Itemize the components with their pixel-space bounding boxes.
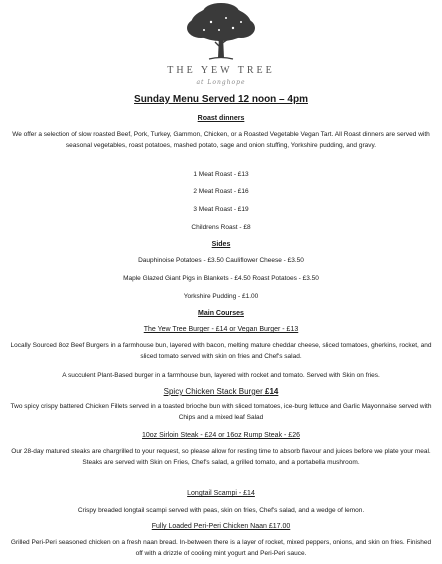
main-item-description: Two spicy crispy battered Chicken Fillets served in a toasted brioche bun with sliced tomatoes, ice-burg lettuce and Garlic Mayonnaise served with Chips and a mixed leaf Salad <box>10 403 432 421</box>
main-item-description: Locally Sourced 8oz Beef Burgers in a farmhouse bun, layered with bacon, melting mature cheddar cheese, sliced tomatoes, gherkins, rocket, and sliced tomato served with skin on fries and Chef's salad. <box>10 342 432 360</box>
main-item-title: Fully Loaded Peri-Peri Chicken Naan £17.00 <box>151 523 291 530</box>
roast-heading: Roast dinners <box>197 115 245 122</box>
main-item-description: Crispy breaded longtail scampi served with peas, skin on fries, Chef's salad, and a wedge of lemon. <box>77 507 365 514</box>
main-item-title <box>0 387 442 396</box>
roast-option: 1 Meat Roast - £13 <box>193 171 249 178</box>
sides-heading: Sides <box>211 241 231 248</box>
mains-heading: Main Courses <box>198 310 244 317</box>
roast-option: Childrens Roast - £8 <box>191 224 251 231</box>
main-item-description: A succulent Plant-Based burger in a farmhouse bun, layered with rocket and tomato. Served with Skin on fries. <box>62 372 380 379</box>
brand-tagline: at Longhope <box>196 79 246 86</box>
main-item-price: £14 <box>265 387 279 396</box>
brand-name: THE YEW TREE <box>167 65 275 76</box>
main-item-title: Longtail Scampi - £14 <box>187 490 255 497</box>
roast-option: 2 Meat Roast - £16 <box>193 188 249 195</box>
yew-tree-logo-icon <box>171 2 271 64</box>
sides-line: Yorkshire Pudding - £1.00 <box>183 293 259 300</box>
main-item-title: 10oz Sirloin Steak - £24 or 16oz Rump Steak - £26 <box>142 432 300 439</box>
main-item-title: The Yew Tree Burger - £14 or Vegan Burger - £13 <box>143 326 299 333</box>
main-item-title-text: Spicy Chicken Stack Burger <box>163 387 263 396</box>
sides-line: Dauphinoise Potatoes - £3.50 Cauliflower Cheese - £3.50 <box>138 257 304 264</box>
main-item-description: Our 28-day matured steaks are chargrilled to your request, so please allow for resting time to absorb flavour and juices before we plate your meal. Steaks are served with Skin on Fries, Chef's salad, a grilled tomato, and a portabella mushroom. <box>11 448 431 466</box>
roast-description: We offer a selection of slow roasted Beef, Pork, Turkey, Gammon, Chicken, or a Roasted Vegetable Vegan Tart. All Roast dinners are served with seasonal vegetables, roast potatoes, mashed potato, sage and onion stuffing, Yorkshire pudding, and gravy. <box>12 131 430 149</box>
roast-option: 3 Meat Roast - £19 <box>193 206 249 213</box>
menu-title: Sunday Menu Served 12 noon – 4pm <box>134 94 308 105</box>
main-item-description: Grilled Peri-Peri seasoned chicken on a fresh naan bread. In-between there is a layer of rocket, mixed peppers, onions, and skin on fries. Finished off with a drizzle of cooling mint yogurt and Peri-Peri sauce. <box>10 539 432 557</box>
sides-line: Maple Glazed Giant Pigs in Blankets - £4.50 Roast Potatoes - £3.50 <box>123 275 319 282</box>
